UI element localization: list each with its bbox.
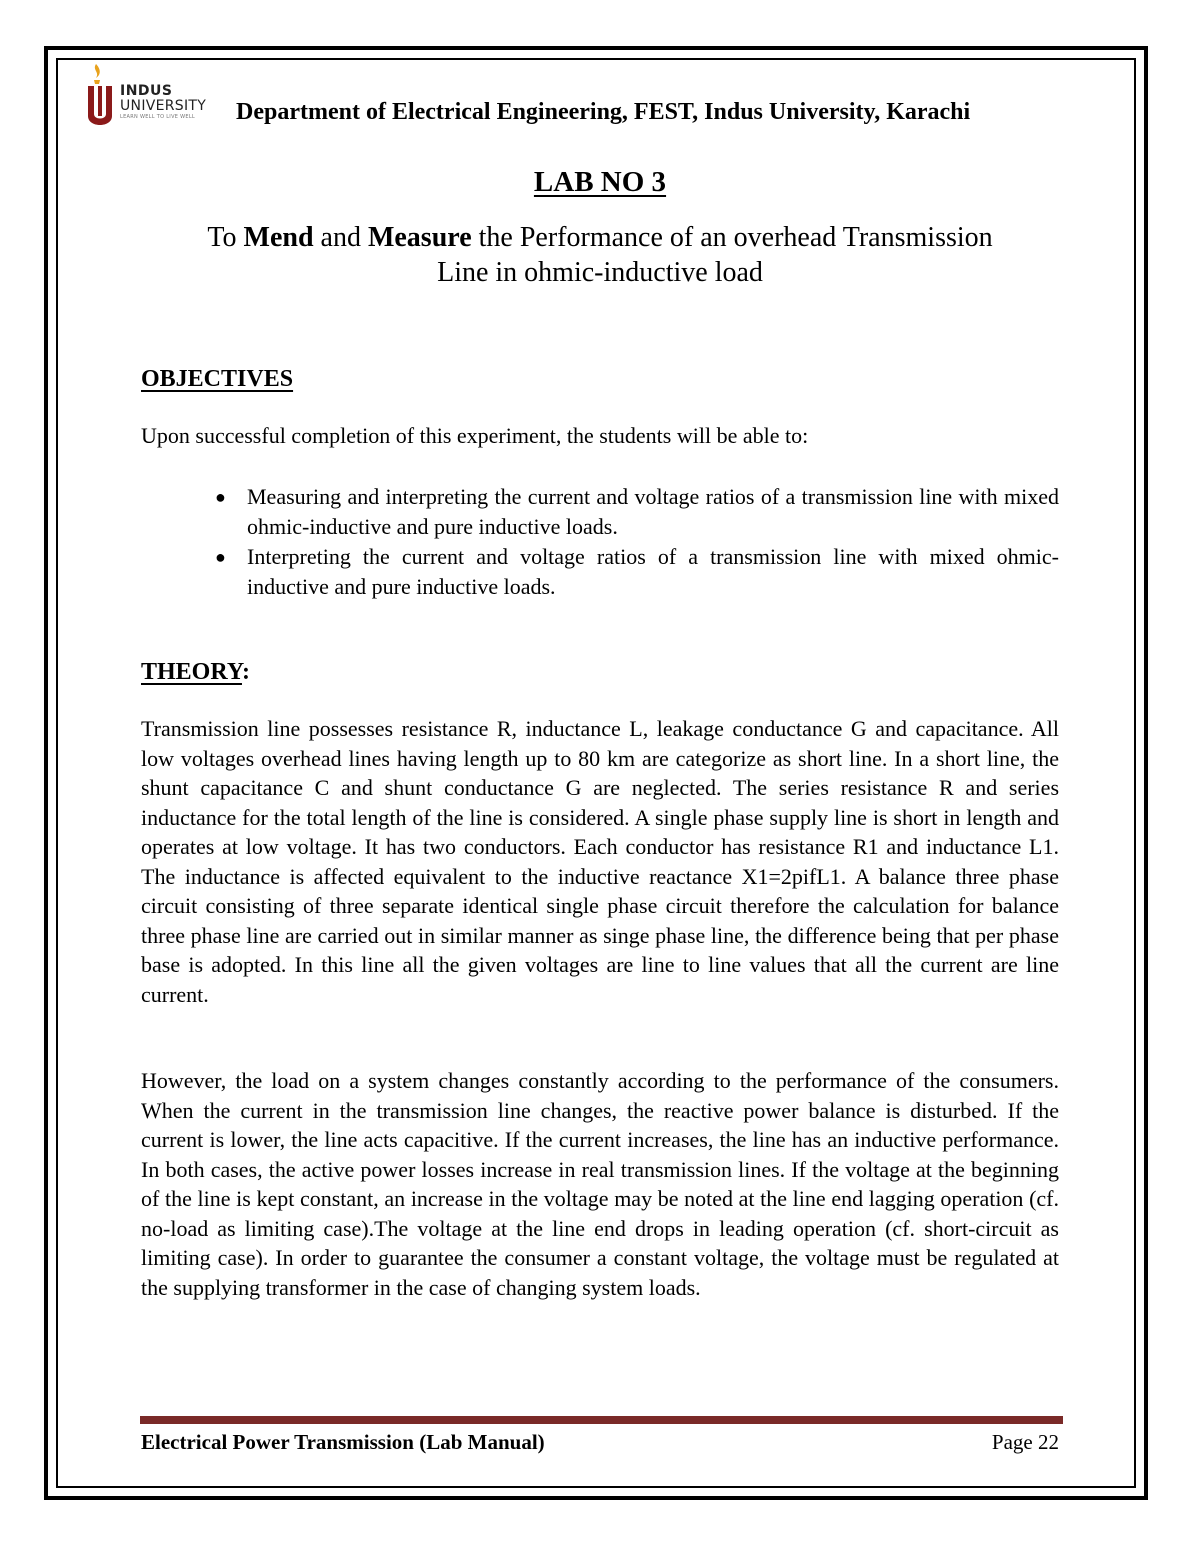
logo-tagline: LEARN WELL TO LIVE WELL — [120, 114, 196, 120]
list-item — [141, 482, 1059, 542]
footer-divider — [140, 1416, 1063, 1424]
theory-paragraph-2: However, the load on a system changes constantly according to the performance of the consumers. When the current in the transmission line changes, the reactive power balance is disturbed. If the current is lower, the line acts capacitive. If the current increases, the line has an inductive performance. In both cases, the active power losses increase in real transmission lines. If the voltage at the beginning of the line is kept constant, an increase in the voltage may be noted at the line end lagging operation (cf. no-load as limiting case).The voltage at the line end drops in leading operation (cf. short-circuit as limiting case). In order to guarantee the consumer a constant voltage, the voltage must be regulated at the supplying transformer in the case of changing system loads. — [141, 1068, 1059, 1300]
objectives-heading — [141, 366, 293, 393]
list-item-text: Measuring and interpreting the current and voltage ratios of a transmission line with mixed ohmic-inductive and pure inductive loads. — [247, 484, 1059, 539]
lab-title — [0, 166, 1200, 199]
department-header: Department of Electrical Engineering, FEST, Indus University, Karachi — [236, 99, 971, 125]
bullet-icon: ● — [215, 487, 226, 507]
theory-heading-colon: : — [241, 659, 250, 685]
torch-u-logo-icon — [86, 62, 120, 132]
lab-subtitle — [0, 220, 1200, 290]
theory-heading — [141, 659, 250, 686]
subtitle-line-2: Line in ohmic-inductive load — [437, 257, 763, 288]
lab-title-text: LAB NO 3 — [533, 166, 667, 198]
list-item-text: Interpreting the current and voltage ratios of a transmission line with mixed ohmic-inductive and pure inductive loads. — [247, 544, 1059, 599]
subtitle-line-1 — [0, 220, 1200, 255]
university-logo — [86, 62, 236, 132]
subtitle-rest: the Performance of an overhead Transmission — [471, 222, 993, 253]
subtitle-mid: and — [313, 222, 368, 253]
objectives-intro: Upon successful completion of this experiment, the students will be able to: — [141, 423, 809, 448]
objectives-list — [141, 482, 1059, 602]
subtitle-prefix: To — [207, 222, 244, 253]
theory-heading-text: THEORY — [141, 659, 242, 685]
logo-text-university: UNIVERSITY — [120, 98, 207, 114]
footer-manual-title: Electrical Power Transmission (Lab Manual) — [141, 1430, 545, 1454]
list-item — [141, 542, 1059, 602]
logo-text-indus: INDUS — [120, 83, 173, 99]
subtitle-bold-mend: Mend — [243, 222, 314, 253]
subtitle-bold-measure: Measure — [367, 222, 472, 253]
bullet-icon: ● — [215, 547, 226, 567]
objectives-heading-text: OBJECTIVES — [141, 366, 294, 392]
theory-paragraph-1: Transmission line possesses resistance R, inductance L, leakage conductance G and capacitance. All low voltages overhead lines having length up to 80 km are categorize as short line. In a short line, the shunt capacitance C and shunt conductance G are neglected. The series resistance R and series inductance for the total length of the line is considered. A single phase supply line is short in length and operates at low voltage. It has two conductors. Each conductor has resistance R1 and inductance L1. The inductance is affected equivalent to the inductive reactance X1=2pifL1. A balance three phase circuit consisting of three separate identical single phase circuit therefore the calculation for balance three phase line are carried out in similar manner as singe phase line, the difference being that per phase base is adopted. In this line all the given voltages are line to line values that all the current are line current. — [141, 716, 1059, 1007]
footer-page-number: Page 22 — [991, 1430, 1059, 1454]
